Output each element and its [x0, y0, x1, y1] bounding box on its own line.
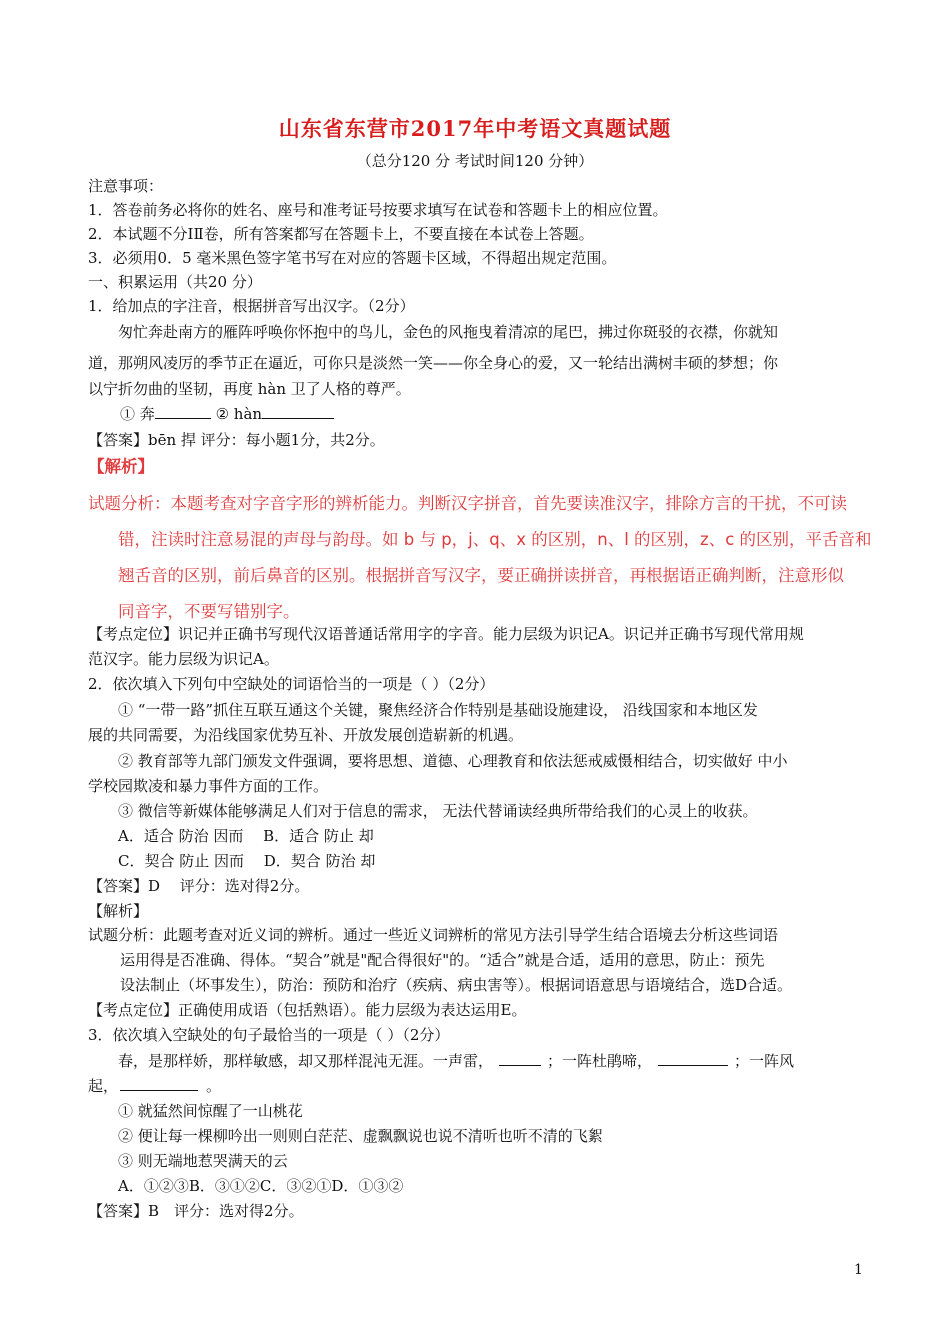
question-2-analysis: 运用得是否准确、得体。“契合”就是"配合得很好"的。“适合”就是合适，适用的意思，防止：预先: [120, 951, 765, 969]
question-3-choice: ① 就猛然间惊醒了一山桃花: [118, 1102, 303, 1120]
question-2-option: A．适合 防治 因而 B．适合 防止 却: [118, 827, 374, 845]
analysis-line: 错，注读时注意易混的声母与韵母。如 b 与 p，j、q、x 的区别，n、l 的区别，z、c 的区别，平舌音和: [118, 530, 872, 549]
notice-item: 2．本试题不分ⅠⅡ卷，所有答案都写在答题卡上，不要直接在本试卷上答题。: [88, 225, 594, 243]
notice-item: 1．答卷前务必将你的姓名、座号和准考证号按要求填写在试卷和答题卡上的相应位置。: [88, 201, 668, 219]
question-1-answer: 【答案】bēn 捍 评分：每小题1分，共2分。: [88, 431, 385, 449]
passage-text: ；一阵杜鹃啼，: [547, 1052, 653, 1070]
question-3-stem: 3．依次填入空缺处的句子最恰当的一项是（ ）（2分）: [88, 1026, 450, 1044]
question-1-kaodian: 范汉字。能力层级为识记A。: [88, 650, 279, 668]
notice-heading: 注意事项：: [88, 177, 164, 195]
question-2-passage: 展的共同需要，为沿线国家优势互补、开放发展创造崭新的机遇。: [88, 726, 524, 744]
page-subtitle: （总分120 分 考试时间120 分钟）: [356, 152, 594, 170]
question-2-kaodian: 【考点定位】正确使用成语（包括熟语）。能力层级为表达运用E。: [88, 1001, 527, 1019]
question-3-passage: [88, 1076, 221, 1096]
answer-blank: [262, 404, 334, 419]
question-1-passage: 以宁折勿曲的坚韧，再度 hàn 卫了人格的尊严。: [88, 380, 411, 398]
question-1-passage: 道，那朔风凌厉的季节正在逼近，可你只是淡然一笑——你全身心的爱，又一轮结出满树丰硕的梦想；你: [88, 354, 779, 372]
blank-2-label: ② hàn: [215, 405, 263, 423]
question-1-blanks: [120, 404, 334, 424]
question-1-analysis: [88, 486, 878, 630]
passage-text: ；一阵风: [734, 1052, 795, 1070]
question-3-answer: 【答案】B 评分：选对得2分。: [88, 1202, 304, 1220]
question-2-passage: ③ 微信等新媒体能够满足人们对于信息的需求， 无法代替诵读经典所带给我们的心灵上的收获。: [118, 802, 758, 820]
analysis-heading: 【解析】: [88, 457, 154, 476]
question-2-passage: ① “一带一路”抓住互联互通这个关键，聚焦经济合作特别是基础设施建设， 沿线国家和本地区发: [118, 701, 758, 719]
section-heading: 一、积累运用（共20 分）: [88, 273, 262, 291]
question-2-analysis: 试题分析：此题考查对近义词的辨析。通过一些近义词辨析的常见方法引导学生结合语境去分析这些词语: [88, 926, 779, 944]
page-number: 1: [854, 1262, 863, 1278]
page-title: 山东省东营市2017年中考语文真题试题: [278, 116, 672, 141]
passage-text: 春，是那样娇，那样敏感，却又那样混沌无涯。一声雷，: [118, 1052, 494, 1070]
analysis-line: 同音字，不要写错别字。: [118, 602, 300, 621]
notice-item: 3．必须用0．5 毫米黑色签字笔书写在对应的答题卡区域，不得超出规定范围。: [88, 249, 617, 267]
question-2-passage: ② 教育部等九部门颁发文件强调，要将思想、道德、心理教育和依法惩戒威慑相结合，切实做好 中小: [118, 752, 788, 770]
question-3-choice: ② 便让每一棵柳吟出一则则白茫茫、虚飘飘说也说不清听也听不清的飞絮: [118, 1127, 603, 1145]
analysis-line: 试题分析：本题考查对字音字形的辨析能力。判断汉字拼音，首先要读准汉字，排除方言的干扰，不可读: [88, 494, 847, 513]
passage-text: 。: [206, 1077, 222, 1095]
answer-blank: [499, 1051, 541, 1066]
answer-blank: [120, 1076, 198, 1091]
answer-blank: [658, 1051, 728, 1066]
question-3-passage: [118, 1051, 794, 1071]
analysis-line: 翘舌音的区别，前后鼻音的区别。根据拼音写汉字，要正确拼读拼音，再根据语正确判断，注意形似: [118, 566, 844, 585]
question-2-answer: 【答案】D 评分：选对得2分。: [88, 877, 310, 895]
analysis-heading: 【解析】: [88, 902, 149, 920]
question-2-analysis: 设法制止（坏事发生），防治：预防和治疗（疾病、病虫害等）。根据词语意思与语境结合，选D合适。: [120, 976, 793, 994]
passage-text: 起，: [88, 1077, 119, 1095]
question-2-stem: 2．依次填入下列句中空缺处的词语恰当的一项是（ ）（2分）: [88, 675, 495, 693]
question-3-options: A．①②③B．③①②C．③②①D．①③②: [118, 1177, 404, 1195]
question-1-stem: 1．给加点的字注音，根据拼音写出汉字。（2分）: [88, 297, 415, 315]
question-1-passage: 匆忙奔赴南方的雁阵呼唤你怀抱中的鸟儿，金色的风拖曳着清凉的尾巴，拂过你斑驳的衣襟，你就知: [118, 323, 779, 341]
blank-1-label: ① 奔: [120, 405, 155, 423]
question-2-passage: 学校园欺凌和暴力事件方面的工作。: [88, 777, 329, 795]
question-2-option: C．契合 防止 因而 D．契合 防治 却: [118, 852, 376, 870]
answer-blank: [155, 404, 211, 419]
question-3-choice: ③ 则无端地惹哭满天的云: [118, 1152, 288, 1170]
question-1-kaodian: 【考点定位】识记并正确书写现代汉语普通话常用字的字音。能力层级为识记A。识记并正确书写现代常用规: [88, 625, 804, 643]
